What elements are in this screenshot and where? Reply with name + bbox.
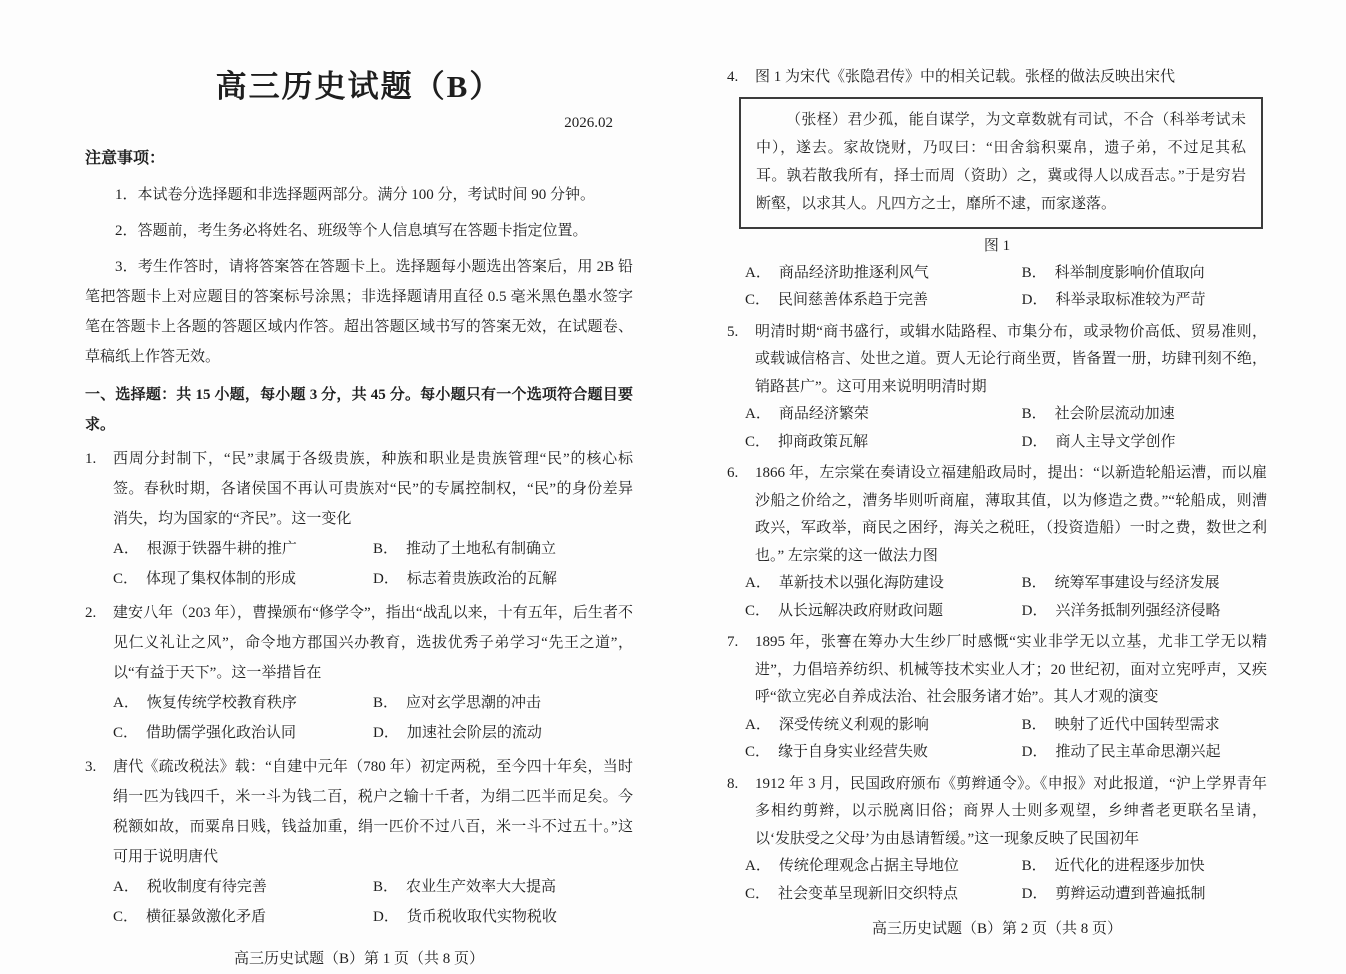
option-d <box>373 564 633 594</box>
option-text: 农业生产效率大大提高 <box>406 879 557 895</box>
option-d <box>1022 739 1267 767</box>
option-b <box>1022 570 1267 598</box>
question-8 <box>727 771 1267 909</box>
option-text: 剪辫运动遭到普遍抵制 <box>1055 885 1206 902</box>
option-c <box>745 881 1022 909</box>
option-text: 横征暴敛激化矛盾 <box>146 909 267 925</box>
option-label: A． <box>745 716 771 733</box>
question-number: 4. <box>727 69 739 85</box>
question-7-options <box>727 712 1267 767</box>
option-a <box>745 570 1022 598</box>
option-text: 应对玄学思潮的冲击 <box>406 695 542 711</box>
question-6-options <box>727 570 1267 625</box>
option-label: D． <box>1021 602 1048 619</box>
option-label: C． <box>745 433 771 450</box>
option-text: 民间慈善体系趋于完善 <box>778 292 929 308</box>
option-label: D． <box>373 725 399 741</box>
exam-date: 2026.02 <box>564 115 613 131</box>
question-4 <box>727 64 1267 315</box>
option-label: B． <box>373 879 399 895</box>
option-label: A． <box>113 879 139 895</box>
option-d <box>373 902 633 932</box>
option-d <box>1022 429 1267 457</box>
page-2-footer: 高三历史试题（B）第 2 页（共 8 页） <box>871 921 1122 937</box>
option-a <box>745 401 1022 429</box>
question-4-options <box>727 260 1267 315</box>
option-label: A． <box>745 406 771 422</box>
question-number: 7. <box>727 634 739 650</box>
option-label: C． <box>113 909 139 925</box>
section-title-choice: 一、选择题：共 15 小题，每小题 3 分，共 45 分。每小题只有一个选项符合题目要求。 <box>85 387 633 433</box>
question-2-options <box>85 688 633 748</box>
question-stem: 1912 年 3 月，民国政府颁布《剪辫通令》。《申报》对此报道，“沪上学界青年多相约剪辫，以示脱离旧俗；商界人士则多观望，乡绅耆老更联名呈请，以‘发肤受之父母’为由恳请暂缓。”这一现象反映了民国初年 <box>755 775 1267 847</box>
option-text: 税收制度有待完善 <box>146 879 267 895</box>
question-1-options <box>85 534 633 594</box>
option-label: C． <box>745 885 771 902</box>
question-stem: 1866 年，左宗棠在奏请设立福建船政局时，提出：“以新造轮船运漕，而以雇沙船之价给之，漕务毕则听商雇，薄取其值，以为修造之费。”“轮船成，则漕政兴，军政举，商民之困纾，海关之税旺，（投资造船）一时之费，数世之利也。” 左宗棠的这一做法力图 <box>755 465 1267 564</box>
option-label: B． <box>373 695 399 711</box>
option-b <box>1022 260 1267 288</box>
option-label: C． <box>745 292 771 308</box>
option-label: B． <box>1021 575 1047 591</box>
option-text: 商品经济繁荣 <box>778 406 869 422</box>
question-6 <box>727 460 1267 625</box>
option-label: D． <box>1021 292 1048 308</box>
option-c <box>745 739 1022 767</box>
option-text: 映射了近代中国转型需求 <box>1054 716 1220 733</box>
option-text: 恢复传统学校教育秩序 <box>146 695 297 711</box>
question-3-options <box>85 872 633 932</box>
notice-item-1: 1．本试卷分选择题和非选择题两部分。满分 100 分，考试时间 90 分钟。 <box>115 187 596 203</box>
option-text: 从长远解决政府财政问题 <box>778 602 944 619</box>
option-text: 科举制度影响价值取向 <box>1054 264 1205 281</box>
option-label: B． <box>1021 406 1047 422</box>
option-a <box>745 712 1022 740</box>
option-b <box>1022 401 1267 429</box>
figure-1-caption: 图 1 <box>983 237 1011 254</box>
option-text: 近代化的进程逐步加快 <box>1054 858 1205 874</box>
option-label: D． <box>373 909 399 925</box>
option-b <box>373 872 633 902</box>
option-label: C． <box>113 571 139 587</box>
option-label: D． <box>1021 433 1048 450</box>
option-text: 标志着贵族政治的瓦解 <box>406 571 557 587</box>
option-label: A． <box>113 541 139 557</box>
option-text: 传统伦理观念占据主导地位 <box>778 858 959 874</box>
option-d <box>373 718 633 748</box>
option-label: B． <box>1021 264 1047 281</box>
notice-item-3: 3．考生作答时，请将答案答在答题卡上。选择题每小题选出答案后，用 2B 铅笔把答题卡上对应题目的答案标号涂黑；非选择题请用直径 0.5 毫米黑色墨水签字笔在答题卡上各题的答题区域内作答。超出答题区域书写的答案无效，在试题卷、草稿纸上作答无效。 <box>85 259 633 365</box>
question-stem: 西周分封制下，“民”隶属于各级贵族，种族和职业是贵族管理“民”的核心标签。春秋时期，各诸侯国不再认可贵族对“民”的专属控制权，“民”的身份差异消失，均为国家的“齐民”。这一变化 <box>113 451 633 527</box>
question-number: 8. <box>727 775 739 792</box>
notice-item-2: 2．答题前，考生务必将姓名、班级等个人信息填写在答题卡指定位置。 <box>115 223 588 239</box>
option-text: 商品经济助推逐利风气 <box>778 264 929 281</box>
option-label: C． <box>113 725 139 741</box>
option-text: 借助儒学强化政治认同 <box>146 725 297 741</box>
option-c <box>113 902 373 932</box>
option-a <box>745 260 1022 288</box>
option-b <box>373 688 633 718</box>
question-number: 3. <box>85 759 97 775</box>
option-b <box>1022 712 1267 740</box>
option-a <box>745 853 1022 881</box>
question-7 <box>727 629 1267 767</box>
option-c <box>113 718 373 748</box>
option-b <box>373 534 633 564</box>
option-label: B． <box>373 541 399 557</box>
option-text: 社会变革呈现新旧交织特点 <box>778 885 959 902</box>
option-text: 加速社会阶层的流动 <box>406 725 542 741</box>
question-stem: 建安八年（203 年），曹操颁布“修学令”，指出“战乱以来，十有五年，后生者不见仁义礼让之风”，命令地方郡国兴办教育，选拔优秀子弟学习“先王之道”，以“有益于天下”。这一举措旨在 <box>113 605 633 681</box>
question-3 <box>85 752 633 932</box>
option-label: A． <box>113 695 139 711</box>
option-text: 科举录取标准较为严苛 <box>1055 292 1206 308</box>
notice-heading: 注意事项： <box>85 150 166 167</box>
option-a <box>113 688 373 718</box>
question-2 <box>85 598 633 748</box>
option-label: D． <box>1021 885 1048 902</box>
option-text: 商人主导文学创作 <box>1055 433 1176 450</box>
option-text: 社会阶层流动加速 <box>1054 406 1175 422</box>
question-number: 6. <box>727 465 739 481</box>
question-8-options <box>727 853 1267 908</box>
option-d <box>1022 598 1267 626</box>
question-5 <box>727 319 1267 457</box>
question-number: 5. <box>727 323 739 340</box>
option-text: 体现了集权体制的形成 <box>146 571 297 587</box>
option-label: C． <box>745 744 771 760</box>
option-c <box>113 564 373 594</box>
option-label: B． <box>1021 716 1047 733</box>
option-a <box>113 534 373 564</box>
question-stem: 图 1 为宋代《张隐君传》中的相关记载。张柽的做法反映出宋代 <box>755 69 1176 85</box>
option-text: 统筹军事建设与经济发展 <box>1054 575 1220 591</box>
option-text: 抑商政策瓦解 <box>778 433 869 450</box>
question-stem: 唐代《疏改税法》载：“自建中元年（780 年）初定两税，至今四十年矣，当时绢一匹为钱四千，米一斗为钱二百，税户之输十千者，为绢二匹半而足矣。今税额如故，而粟帛日贱，钱益加重，绢一匹价不过八百，米一斗不过五十。”这可用于说明唐代 <box>113 759 633 865</box>
question-stem: 1895 年，张謇在筹办大生纱厂时感慨“实业非学无以立基，尤非工学无以精进”，力倡培养纺织、机械等技术实业人才；20 世纪初，面对立宪呼声，又疾呼“欲立宪必自养成法治、社会服务诸才始”。其人才观的演变 <box>755 634 1267 705</box>
figure-1-source-box <box>739 97 1263 229</box>
option-text: 革新技术以强化海防建设 <box>778 575 944 591</box>
option-text: 推动了民主革命思潮兴起 <box>1055 744 1221 760</box>
question-1 <box>85 444 633 594</box>
option-label: D． <box>1021 744 1048 760</box>
question-stem: 明清时期“商书盛行，或辑水陆路程、市集分布，或录物价高低、贸易准则，或载诚信格言、处世之道。贾人无论行商坐贾，皆备置一册，坊肆刊刻不绝，销路甚广”。这可用来说明明清时期 <box>755 323 1267 395</box>
source-box-text: （张柽）君少孤，能自谋学，为文章数就有司试，不合（科举考试未中），遂去。家故饶财，乃叹曰：“田舍翁积粟帛，遗子弟，不过足其私耳。孰若散我所有，择士而周（资助）之，冀或得人以成吾志。”于是穷岩断壑，以求其人。凡四方之士，靡所不逮，而家遂落。 <box>756 111 1246 212</box>
option-a <box>113 872 373 902</box>
option-label: D． <box>373 571 399 587</box>
option-text: 兴洋务抵制列强经济侵略 <box>1055 602 1221 619</box>
option-text: 根源于铁器牛耕的推广 <box>146 541 297 557</box>
option-c <box>745 598 1022 626</box>
page-2 <box>727 0 1267 952</box>
option-text: 推动了土地私有制确立 <box>406 541 557 557</box>
question-number: 2. <box>85 605 97 621</box>
option-c <box>745 287 1022 315</box>
option-text: 深受传统义利观的影响 <box>778 716 929 733</box>
option-text: 货币税收取代实物税收 <box>406 909 557 925</box>
exam-title: 高三历史试题（B） <box>215 69 503 104</box>
question-5-options <box>727 401 1267 456</box>
page-1-footer: 高三历史试题（B）第 1 页（共 8 页） <box>233 951 484 967</box>
option-b <box>1022 853 1267 881</box>
option-label: B． <box>1021 858 1047 874</box>
option-label: A． <box>745 858 771 874</box>
option-label: A． <box>745 264 771 281</box>
page-1 <box>85 0 633 967</box>
option-text: 缘于自身实业经营失败 <box>778 744 929 760</box>
option-d <box>1022 881 1267 909</box>
option-label: C． <box>745 602 771 619</box>
question-number: 1. <box>85 451 97 467</box>
option-c <box>745 429 1022 457</box>
option-d <box>1022 287 1267 315</box>
option-label: A． <box>745 575 771 591</box>
